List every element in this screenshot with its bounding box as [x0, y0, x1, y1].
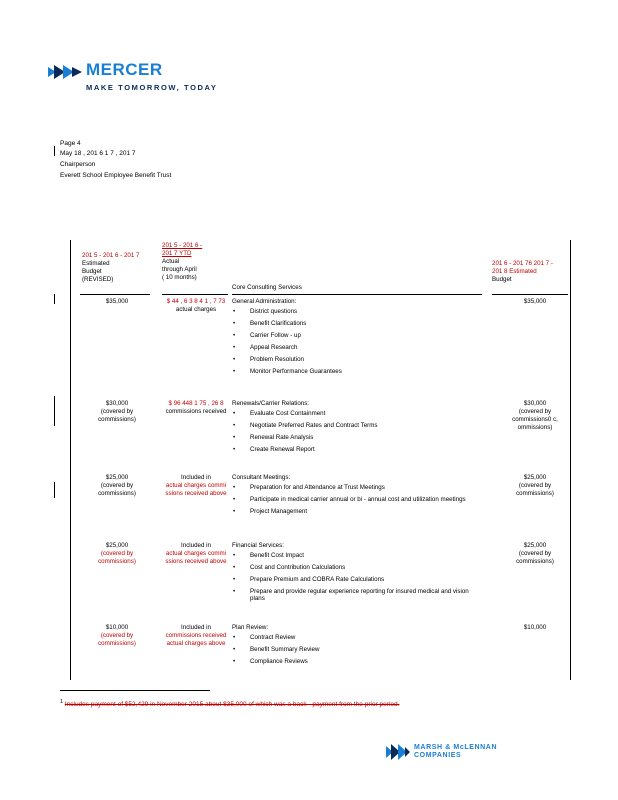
row5-actual: Included in commissions received actual charges above: [165, 624, 227, 647]
marsh-mclennan-logo-icon: [386, 744, 410, 760]
list-item: • Renewal Rate Analysis: [232, 434, 482, 441]
col-estimated-header: 201 5 - 201 6 - 201 7 Estimated Budget (REVISED): [82, 252, 140, 283]
row3-actual: Included in actual charges commi ssions received above: [165, 474, 227, 497]
row4-estimated: $25,000 (covered by commissions): [98, 542, 136, 565]
row2-estimated: $30,000 (covered by commissions): [98, 400, 136, 423]
row2-service: Renewals/Carrier Relations: • Evaluate Cost Containment • Negotiate Preferred Rates and Contract Terms • Renewal Rate Analysis • Create Renewal Report: [232, 400, 482, 458]
list-item: • Prepare Premium and COBRA Rate Calculations: [232, 576, 482, 583]
list-item: • Prepare and provide regular experience reporting for insured medical and vision plans: [232, 588, 482, 602]
row5-service: Plan Review: • Contract Review • Benefit Summary Review • Compliance Reviews: [232, 624, 482, 670]
row1-budget: $35,000: [523, 298, 547, 305]
col-budget-header: 201 6 - 201 76 201 7 - 201 8 Estimated Budget: [492, 260, 553, 283]
list-item: • Compliance Reviews: [232, 658, 482, 665]
row3-estimated: $25,000 (covered by commissions): [98, 474, 136, 497]
row4-actual: Included in actual charges commi ssions received above: [165, 542, 227, 565]
list-item: • Negotiate Preferred Rates and Contract Terms: [232, 422, 482, 429]
row2-budget: $30,000 (covered by commissions0 c, ommissions): [512, 400, 558, 431]
addressee: Chairperson: [60, 161, 96, 168]
list-item: • Create Renewal Report: [232, 446, 482, 453]
list-item: • Participate in medical carrier annual or bi - annual cost and utilization meetings: [232, 496, 482, 503]
mercer-logo-text: MERCER: [86, 60, 163, 79]
row1-actual: $ 44 , 6 3 8 4 1 , 7 73 actual charges: [166, 298, 226, 313]
list-item: • Evaluate Cost Containment: [232, 410, 482, 417]
col-actual-header: 201 5 - 201 6 - 201 7 YTD Actual through April ( 10 months): [162, 242, 203, 281]
list-item: • Appeal Research: [232, 344, 482, 351]
row5-budget: $10,000: [523, 624, 547, 631]
row3-budget: $25,000 (covered by commissions): [516, 474, 554, 497]
row3-service: Consultant Meetings: • Preparation for and Attendance at Trust Meetings • Participate in medical carrier annual or bi - annual cost and utilization meetings • Project Management: [232, 474, 482, 520]
footnote: $^1$ Includes payment of $52,429 in November 2015 about $35,000 of which was a back - payment from the prior period.: [60, 699, 400, 709]
footnote-divider: [60, 690, 210, 691]
list-item: • Benefit Summary Review: [232, 646, 482, 653]
list-item: • District questions: [232, 308, 482, 315]
row4-budget: $25,000 (covered by commissions): [516, 542, 554, 565]
organization: Everett School Employee Benefit Trust: [60, 172, 172, 179]
row4-service: Financial Services: • Benefit Cost Impact • Cost and Contribution Calculations • Prepare Premium and COBRA Rate Calculations • Prepare and provide regular experience reporting for insured medical and vision plans: [232, 542, 482, 607]
mercer-logo-mark-icon: [48, 64, 82, 80]
page-number: Page 4: [60, 140, 81, 147]
row5-estimated: $10,000 (covered by commissions): [98, 624, 136, 647]
col-services-header: Core Consulting Services: [232, 284, 302, 291]
list-item: • Benefit Clarifications: [232, 320, 482, 327]
list-item: • Benefit Cost Impact: [232, 552, 482, 559]
list-item: • Project Management: [232, 508, 482, 515]
list-item: • Monitor Performance Guarantees: [232, 368, 482, 375]
row1-service: General Administration: • District questions • Benefit Clarifications • Carrier Follow - up • Appeal Research • Problem Resolution • Monitor Performance Guarantees: [232, 298, 482, 380]
row2-actual: $ 96 448 1 75 , 26 8 commissions received: [165, 400, 227, 415]
list-item: • Contract Review: [232, 634, 482, 641]
list-item: • Problem Resolution: [232, 356, 482, 363]
marsh-mclennan-logo-text: MARSH & McLENNAN COMPANIES: [414, 744, 498, 759]
letter-date: May 18 , 201 6 1 7 , 201 7: [60, 150, 136, 157]
tagline: MAKE TOMORROW, TODAY: [86, 83, 218, 92]
list-item: • Preparation for and Attendance at Trust Meetings: [232, 484, 482, 491]
list-item: • Cost and Contribution Calculations: [232, 564, 482, 571]
row1-estimated: $35,000: [105, 298, 129, 305]
list-item: • Carrier Follow - up: [232, 332, 482, 339]
